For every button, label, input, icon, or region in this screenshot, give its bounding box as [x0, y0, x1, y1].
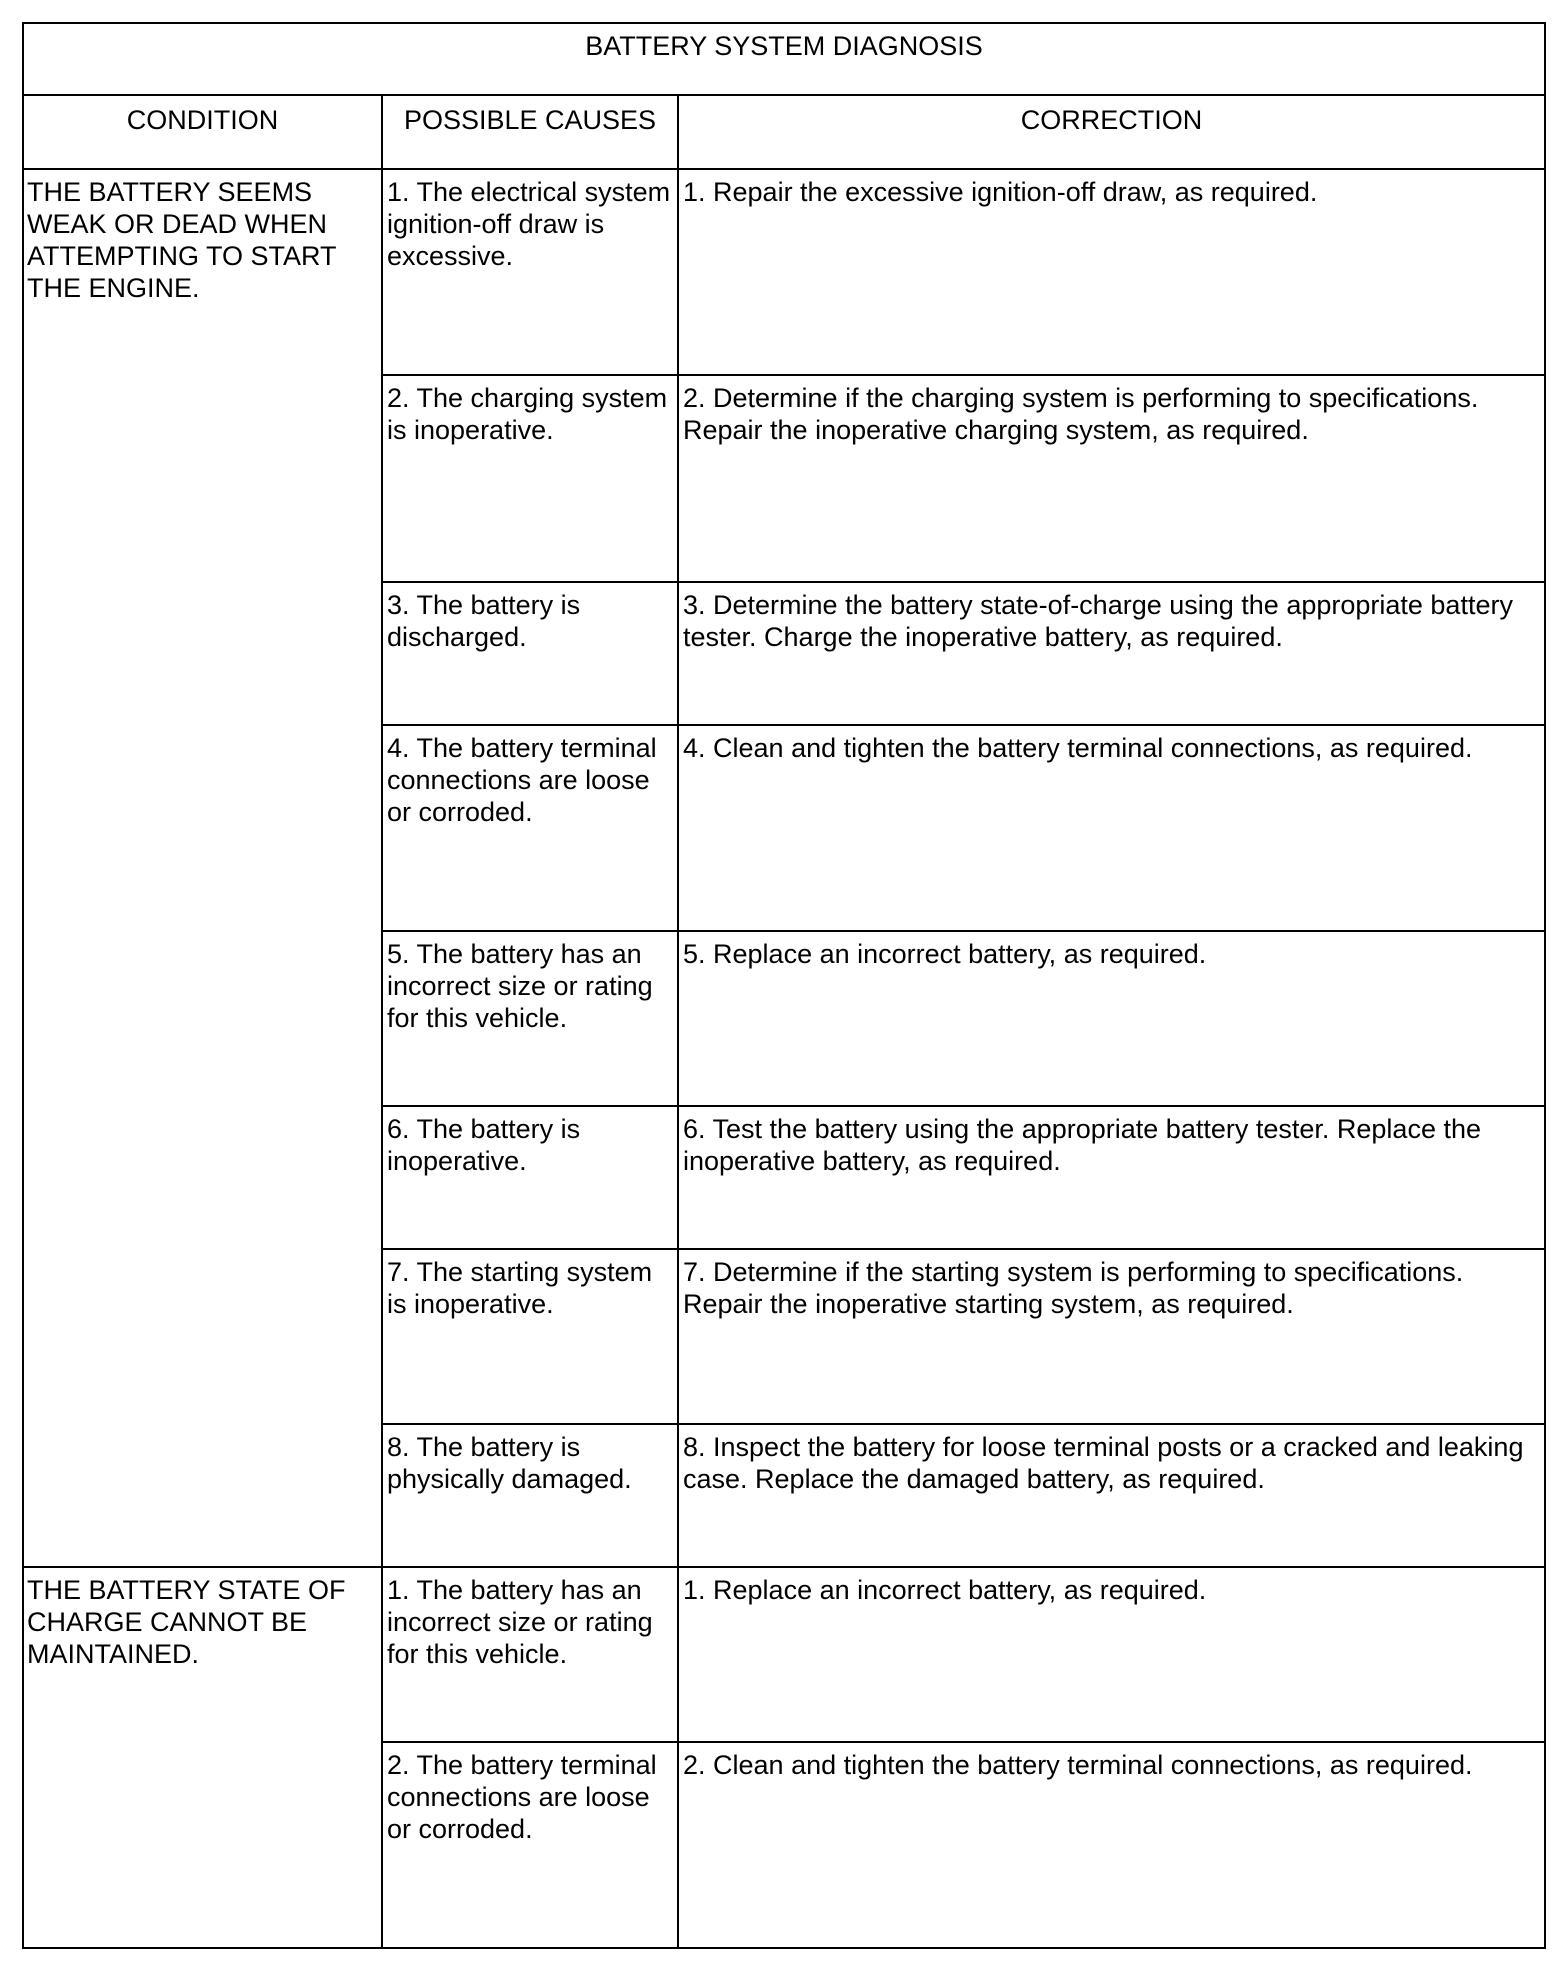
correction-cell: 4. Clean and tighten the battery terminal connections, as required. [678, 725, 1545, 931]
condition-cell: THE BATTERY SEEMS WEAK OR DEAD WHEN ATTEMPTING TO START THE ENGINE. [23, 169, 382, 1567]
cause-cell: 1. The battery has an incorrect size or rating for this vehicle. [382, 1567, 678, 1742]
condition-cell: THE BATTERY STATE OF CHARGE CANNOT BE MAINTAINED. [23, 1567, 382, 1948]
header-possible-causes: POSSIBLE CAUSES [382, 95, 678, 169]
cause-cell: 6. The battery is inoperative. [382, 1106, 678, 1249]
table-row [23, 1567, 1545, 1742]
cause-cell: 7. The starting system is inoperative. [382, 1249, 678, 1424]
header-condition: CONDITION [23, 95, 382, 169]
header-correction: CORRECTION [678, 95, 1545, 169]
cause-cell: 2. The battery terminal connections are loose or corroded. [382, 1742, 678, 1948]
battery-diagnosis-table [22, 22, 1546, 1949]
cause-cell: 3. The battery is discharged. [382, 582, 678, 725]
cause-cell: 4. The battery terminal connections are loose or corroded. [382, 725, 678, 931]
correction-cell: 2. Clean and tighten the battery terminal connections, as required. [678, 1742, 1545, 1948]
correction-cell: 6. Test the battery using the appropriate battery tester. Replace the inoperative battery, as required. [678, 1106, 1545, 1249]
cause-cell: 2. The charging system is inoperative. [382, 375, 678, 582]
cause-cell: 1. The electrical system ignition-off draw is excessive. [382, 169, 678, 375]
correction-cell: 8. Inspect the battery for loose terminal posts or a cracked and leaking case. Replace the damaged battery, as required. [678, 1424, 1545, 1567]
correction-cell: 1. Repair the excessive ignition-off draw, as required. [678, 169, 1545, 375]
correction-cell: 5. Replace an incorrect battery, as required. [678, 931, 1545, 1106]
correction-cell: 7. Determine if the starting system is performing to specifications. Repair the inoperative starting system, as required. [678, 1249, 1545, 1424]
cause-cell: 8. The battery is physically damaged. [382, 1424, 678, 1567]
header-row [23, 95, 1545, 169]
table-row [23, 169, 1545, 375]
title-row [23, 23, 1545, 95]
correction-cell: 3. Determine the battery state-of-charge using the appropriate battery tester. Charge the inoperative battery, as required. [678, 582, 1545, 725]
correction-cell: 2. Determine if the charging system is performing to specifications. Repair the inoperative charging system, as required. [678, 375, 1545, 582]
table-title: BATTERY SYSTEM DIAGNOSIS [23, 23, 1545, 95]
correction-cell: 1. Replace an incorrect battery, as required. [678, 1567, 1545, 1742]
cause-cell: 5. The battery has an incorrect size or rating for this vehicle. [382, 931, 678, 1106]
